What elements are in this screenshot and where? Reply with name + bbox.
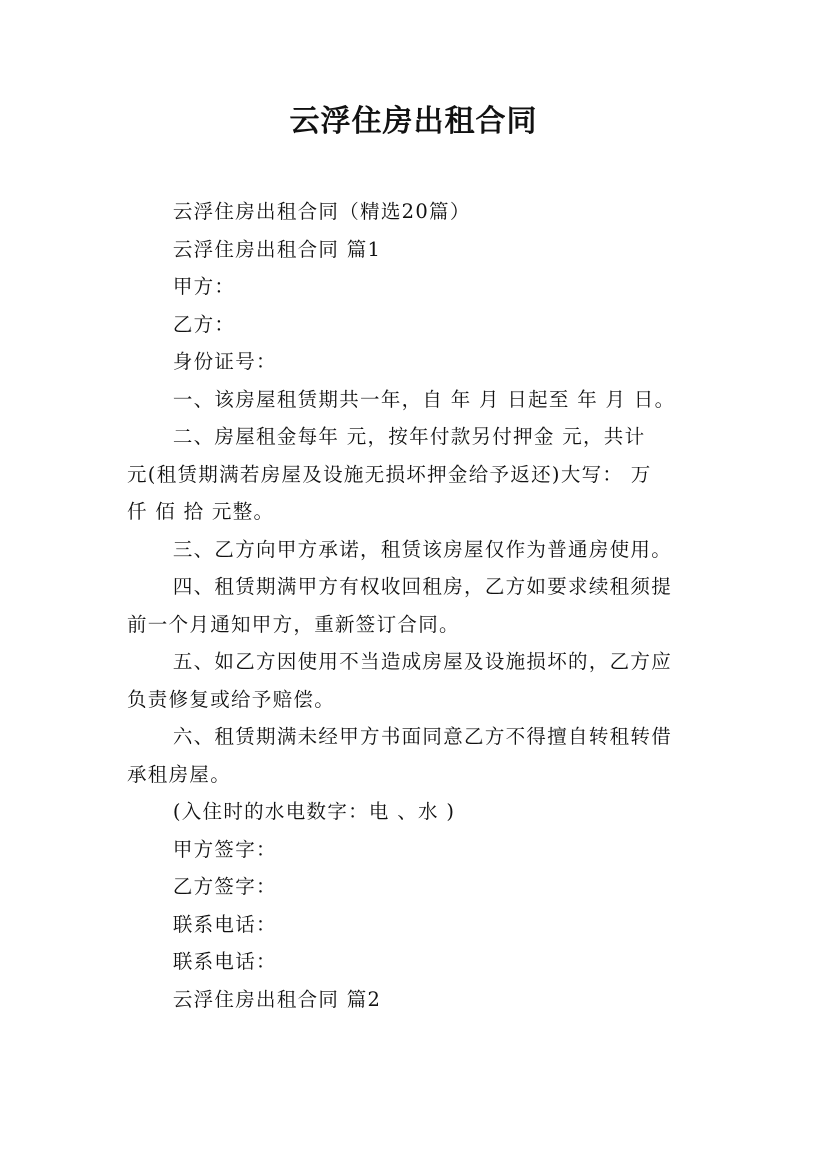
paragraph-phone-1	[127, 906, 717, 944]
text-line: (入住时的水电数字：电 、水 )	[172, 800, 456, 823]
paragraph-clause-6	[127, 718, 717, 793]
text-line: 甲方签字：	[172, 837, 277, 861]
text-line: 六、租赁期满未经甲方书面同意乙方不得擅自转租转借	[172, 725, 673, 748]
text-line: 二、房屋租金每年 元，按年付款另付押金 元，共计	[172, 425, 646, 448]
text-line: 前一个月通知甲方，重新签订合同。	[127, 612, 460, 636]
text-line: 负责修复或给予赔偿。	[127, 687, 336, 711]
text-line: 三、乙方向甲方承诺，租赁该房屋仅作为普通房使用。	[172, 537, 673, 561]
text-line: 乙方：	[172, 312, 236, 336]
text-line: 一、该房屋租赁期共一年，自 年 月 日起至 年 月 日。	[172, 387, 676, 411]
paragraph-clause-1	[127, 381, 717, 419]
paragraph-party-b	[127, 306, 717, 344]
text-line: 云浮住房出租合同 篇2	[172, 987, 382, 1011]
paragraph-section-heading-2	[127, 981, 717, 1019]
paragraph-id-number	[127, 343, 717, 381]
text-line: 云浮住房出租合同（精选20篇）	[172, 200, 471, 223]
paragraph-subtitle	[127, 193, 717, 231]
text-line: 仟 佰 拾 元整。	[127, 500, 275, 523]
text-line: 甲方：	[172, 275, 236, 298]
document-body	[127, 193, 717, 1018]
paragraph-party-b-signature	[127, 868, 717, 906]
text-line: 四、租赁期满甲方有权收回租房，乙方如要求续租须提	[172, 575, 673, 598]
text-line: 承租房屋。	[127, 762, 232, 786]
document-title: 云浮住房出租合同	[289, 104, 538, 139]
paragraph-phone-2	[127, 943, 717, 981]
paragraph-clause-5	[127, 643, 717, 718]
text-line: 乙方签字：	[172, 875, 277, 898]
paragraph-meter-readings	[127, 793, 717, 831]
paragraph-party-a-signature	[127, 831, 717, 869]
text-line: 联系电话：	[172, 950, 277, 973]
paragraph-clause-3	[127, 531, 717, 569]
text-line: 联系电话：	[172, 912, 277, 936]
paragraph-party-a	[127, 268, 717, 306]
text-line: 元(租赁期满若房屋及设施无损坏押金给予返还)大写： 万	[127, 462, 652, 486]
text-line: 五、如乙方因使用不当造成房屋及设施损坏的，乙方应	[172, 650, 673, 673]
paragraph-section-heading	[127, 231, 717, 269]
text-line: 身份证号：	[172, 350, 277, 373]
text-line: 云浮住房出租合同 篇1	[172, 237, 382, 261]
paragraph-clause-4	[127, 568, 717, 643]
paragraph-clause-2	[127, 418, 717, 531]
